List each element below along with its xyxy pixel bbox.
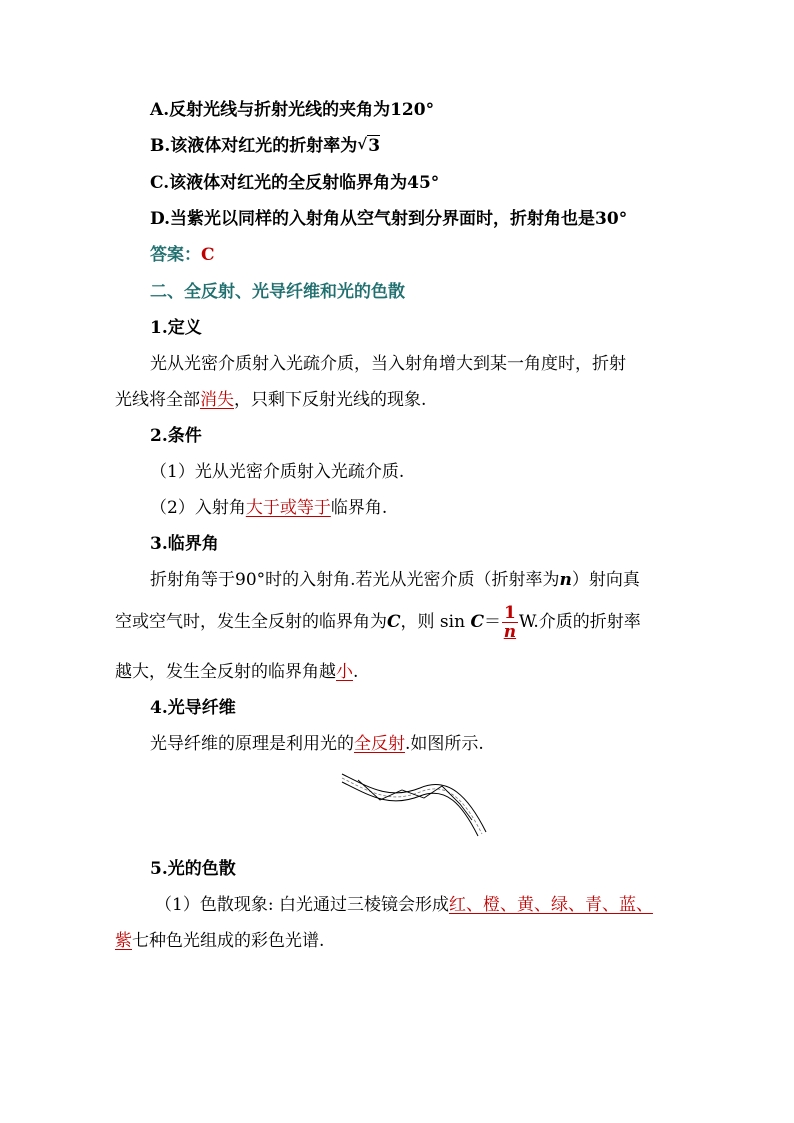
option-d: D.当紫光以同样的入射角从空气射到分界面时，折射角也是30° [150,209,628,229]
fiber-heading: 4.光导纤维 [150,698,236,718]
critical-line-3: 越大，发生全反射的临界角越小. [115,662,359,682]
optical-fiber-diagram [340,768,490,840]
condition-item-1: （1）光从光密介质射入光疏介质. [150,462,405,482]
critical-heading: 3.临界角 [150,534,219,554]
definition-heading: 1.定义 [150,318,202,338]
definition-line-1: 光从光密介质射入光疏介质，当入射角增大到某一角度时，折射 [150,354,626,374]
dispersion-line-1: （1）色散现象: 白光通过三棱镜会形成红、橙、黄、绿、青、蓝、 [155,895,653,915]
conditions-heading: 2.条件 [150,426,202,446]
dispersion-heading: 5.光的色散 [150,859,236,879]
critical-line-1: 折射角等于90°时的入射角.若光从光密介质（折射率为n）射向真 [150,570,640,590]
answer-label: 答案： [150,245,201,265]
blank-answer: 小 [336,662,353,682]
answer-line [150,244,215,266]
dispersion-line-2: 紫七种色光组成的彩色光谱. [115,931,325,951]
option-b-text: B.该液体对红光的折射率为 [150,136,358,156]
option-a: A.反射光线与折射光线的夹角为120° [150,100,435,120]
definition-line-2: 光线将全部消失，只剩下反射光线的现象. [115,390,427,410]
blank-answer: 红、橙、黄、绿、青、蓝、 [448,895,653,915]
option-b [150,135,380,157]
condition-item-2: （2）入射角大于或等于临界角. [150,498,388,518]
fiber-line: 光导纤维的原理是利用光的全反射.如图所示. [150,734,484,754]
answer-value: C [201,245,215,265]
fraction-one-over-n: $\frac{1}{n}$ [503,603,517,642]
section-title: 二、全反射、光导纤维和光的色散 [150,282,405,302]
blank-answer: 全反射 [354,734,405,754]
blank-answer: 紫 [115,931,132,951]
sqrt-symbol: √ 3 [357,135,381,156]
critical-line-2: 空或空气时，发生全反射的临界角为C，则 sin C＝ $\frac{1}{n}$ W.介质的折射率 [115,603,641,642]
option-c: C.该液体对红光的全反射临界角为45° [150,173,440,193]
blank-answer: 大于或等于 [245,498,331,518]
blank-answer: 消失 [200,390,234,410]
